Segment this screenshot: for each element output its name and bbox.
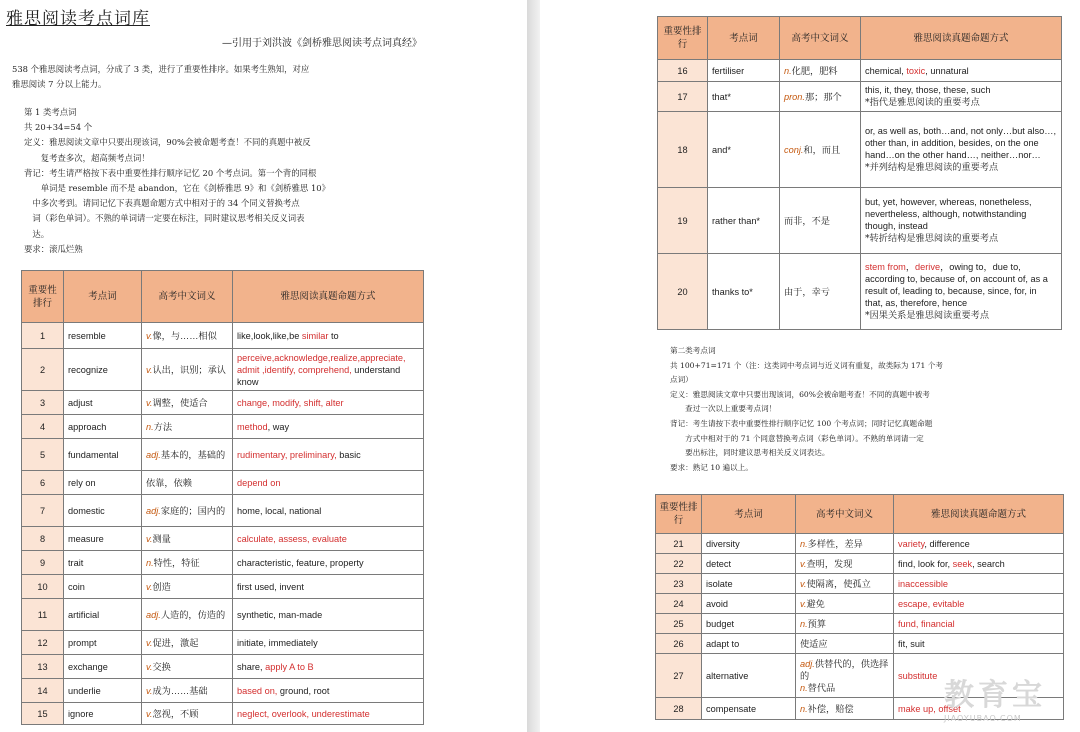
part-of-speech: adj. <box>800 658 815 669</box>
paragraph-line: 复考查多次，超高频考点词！ <box>24 152 150 163</box>
paragraph-line: 定义：雅思阅读文章中只要出现该词，90%会被命题考查！不同的真题中被反 <box>24 137 311 148</box>
left-page <box>0 0 527 732</box>
table-row <box>658 60 1062 82</box>
meaning-text: 家庭的；国内的 <box>160 505 226 516</box>
rank-cell: 28 <box>656 698 702 720</box>
exam-phrase: calculate, assess, evaluate <box>237 533 347 544</box>
rank-cell: 21 <box>656 534 702 554</box>
meaning-text: 查明，发现 <box>806 558 853 569</box>
table-row <box>22 439 424 471</box>
exam-cell <box>861 254 1062 330</box>
word-cell: adapt to <box>702 634 796 654</box>
table-row <box>658 188 1062 254</box>
exam-phrase: method <box>237 421 268 432</box>
exam-phrase: depend on <box>237 477 281 488</box>
meaning-text: 认出，识别；承认 <box>152 364 226 375</box>
exam-phrase: basic <box>336 449 361 460</box>
part-of-speech: v. <box>800 578 807 589</box>
exam-phrase: neglect, overlook, underestimate <box>237 708 370 719</box>
word-cell: approach <box>64 415 142 439</box>
table-row <box>656 574 1064 594</box>
exam-phrase: this, it, they, those, these, such <box>865 85 991 95</box>
paragraph-line: 查过一次以上重要考点词！ <box>670 404 777 414</box>
rank-cell: 12 <box>22 631 64 655</box>
meaning-text: 而非，不是 <box>784 215 830 226</box>
table-row <box>656 614 1064 634</box>
part-of-speech: v. <box>146 533 153 544</box>
meaning-cell <box>142 527 233 551</box>
meaning-text: 人造的，仿造的 <box>160 609 226 620</box>
exam-cell <box>233 551 424 575</box>
exam-phrase: understand know <box>237 364 401 387</box>
exam-phrase: fit, suit <box>898 638 925 649</box>
part-of-speech: conj. <box>784 144 804 155</box>
doc-title: 雅思阅读考点词库 <box>6 9 150 29</box>
meaning-cell <box>142 575 233 599</box>
rank-cell: 25 <box>656 614 702 634</box>
rank-cell: 20 <box>658 254 708 330</box>
meaning-cell <box>796 554 894 574</box>
rank-cell: 22 <box>656 554 702 574</box>
table-row <box>22 655 424 679</box>
rank-cell: 18 <box>658 112 708 188</box>
paragraph-line: 词（彩色单词）。不熟的单词请一定要在标注，同时建议思考相关反义词表 <box>24 213 305 224</box>
table-row <box>22 631 424 655</box>
meaning-cell <box>142 679 233 703</box>
exam-cell <box>894 594 1064 614</box>
table-row <box>658 112 1062 188</box>
word-cell: rather than* <box>708 188 780 254</box>
word-cell: isolate <box>702 574 796 594</box>
table-row <box>22 415 424 439</box>
paragraph-line: 定义：雅思阅读文章中只要出现该词，60%会被命题考查！不同的真题中被考 <box>670 389 930 399</box>
rank-cell: 4 <box>22 415 64 439</box>
part-of-speech: v. <box>146 397 153 408</box>
exam-phrase: inaccessible <box>898 578 949 589</box>
exam-phrase: seek <box>952 558 973 569</box>
meaning-text: 补偿，赔偿 <box>807 703 854 714</box>
meaning-text: 创造 <box>152 581 171 592</box>
category-2-description <box>670 344 1070 475</box>
paragraph-line: 共 100+71=171 个（注：这类词中考点词与近义词有重复，故类际为 171 个考 <box>670 360 943 370</box>
paragraph-line: 第 1 类考点词 <box>24 107 77 117</box>
exam-phrase: ，owing to，due to, according to, because of, on account of, as a result of, leading to, because, since, for, in that, as, therefore, hence <box>865 262 1048 308</box>
paragraph-line: 单词是 resemble 而不是 abandon，它在《剑桥雅思 9》和《剑桥雅思 10》 <box>24 183 330 194</box>
exam-phrase: variety <box>898 538 925 549</box>
meaning-cell <box>142 471 233 495</box>
word-cell: exchange <box>64 655 142 679</box>
table-row <box>658 82 1062 112</box>
paragraph-line: 达。 <box>24 228 50 239</box>
exam-cell <box>233 679 424 703</box>
part-of-speech: pron. <box>784 91 805 102</box>
table-row <box>22 323 424 349</box>
exam-cell <box>894 534 1064 554</box>
word-cell: artificial <box>64 599 142 631</box>
exam-phrase: escape, evitable <box>898 598 965 609</box>
part-of-speech: n. <box>800 618 808 629</box>
table-row <box>22 391 424 415</box>
exam-phrase: rudimentary, preliminary, <box>237 449 337 460</box>
part-of-speech: v. <box>146 364 153 375</box>
word-cell: alternative <box>702 654 796 698</box>
exam-cell <box>233 439 424 471</box>
word-cell: thanks to* <box>708 254 780 330</box>
header-word: 考点词 <box>702 495 796 534</box>
meaning-cell <box>142 551 233 575</box>
paragraph-line: 背记：考生请严格按下表中重要性排行顺序记忆 20 个考点词。第一个背的同根 <box>24 167 317 178</box>
exam-cell <box>894 634 1064 654</box>
rank-cell: 24 <box>656 594 702 614</box>
word-cell: rely on <box>64 471 142 495</box>
meaning-text: 测量 <box>152 533 171 544</box>
exam-phrase: *指代是雅思阅读的重要考点 <box>865 97 980 108</box>
doc-subtitle: —引用于刘洪波《剑桥雅思阅读考点词真经》 <box>222 38 422 49</box>
meaning-text: 像，与……相似 <box>152 330 217 341</box>
exam-phrase: toxic <box>906 65 926 76</box>
part-of-speech: v. <box>800 598 807 609</box>
rank-cell: 16 <box>658 60 708 82</box>
word-cell: ignore <box>64 703 142 725</box>
exam-cell <box>233 391 424 415</box>
meaning-cell <box>796 698 894 720</box>
word-cell: compensate <box>702 698 796 720</box>
word-cell: fundamental <box>64 439 142 471</box>
word-cell: coin <box>64 575 142 599</box>
meaning-cell <box>780 60 861 82</box>
exam-cell <box>233 495 424 527</box>
rank-cell: 15 <box>22 703 64 725</box>
part-of-speech: n. <box>800 703 808 714</box>
exam-phrase: chemical, <box>865 65 907 76</box>
exam-cell <box>233 599 424 631</box>
meaning-text: 使适应 <box>800 638 828 649</box>
meaning-text: 多样性，差异 <box>807 538 863 549</box>
exam-cell <box>233 415 424 439</box>
meaning-cell <box>142 703 233 725</box>
meaning-text: 基本的，基础的 <box>160 449 226 460</box>
meaning-cell <box>796 654 894 698</box>
watermark-text: 教育宝 <box>944 678 1046 713</box>
exam-cell <box>861 60 1062 82</box>
exam-phrase: ， <box>905 262 916 272</box>
meaning-text: 忽视，不顾 <box>152 708 199 719</box>
part-of-speech: v. <box>800 558 807 569</box>
table-row <box>656 634 1064 654</box>
word-cell: and* <box>708 112 780 188</box>
part-of-speech: v. <box>146 708 153 719</box>
paragraph-line: 雅思阅读 7 分以上能力。 <box>12 79 107 89</box>
rank-cell: 8 <box>22 527 64 551</box>
word-cell: resemble <box>64 323 142 349</box>
meaning-cell <box>142 323 233 349</box>
paragraph-line: 共 20+34=54 个 <box>24 122 93 133</box>
meaning-cell <box>142 599 233 631</box>
right-page <box>540 0 1080 732</box>
paragraph-line: 方式中相对于的 71 个同意替换考点词（彩色单词）。不熟的单词请一定 <box>670 433 924 443</box>
exam-phrase: first used, invent <box>237 581 304 592</box>
paragraph-line: 点词） <box>670 375 693 385</box>
table-row <box>22 527 424 551</box>
rank-cell: 5 <box>22 439 64 471</box>
exam-phrase: stem from <box>865 262 906 272</box>
exam-phrase: share, <box>237 661 266 672</box>
exam-cell <box>894 574 1064 594</box>
exam-phrase: find, look for, <box>898 558 953 569</box>
rank-cell: 2 <box>22 349 64 391</box>
exam-phrase: or, as well as, both…and, not only…but also…, other than, in addition, besides, on the one hand…on the other hand…, neither…nor… <box>865 126 1056 160</box>
page-gutter <box>527 0 540 732</box>
meaning-text: 预算 <box>807 618 827 629</box>
meaning-text: 成为……基础 <box>152 685 208 696</box>
word-cell: detect <box>702 554 796 574</box>
meaning-cell <box>142 391 233 415</box>
meaning-text: 替代品 <box>807 682 836 693</box>
exam-cell <box>861 188 1062 254</box>
part-of-speech: n. <box>800 538 808 549</box>
header-exam: 雅思阅读真题命题方式 <box>861 17 1062 60</box>
category-1-description <box>24 105 519 257</box>
exam-phrase: initiate, immediately <box>237 637 318 648</box>
exam-phrase: to <box>328 330 339 341</box>
meaning-text: 使隔离，使孤立 <box>806 578 871 589</box>
paragraph-line: 第二类考点词 <box>670 346 716 355</box>
watermark-logo <box>944 670 1064 723</box>
paragraph-line: 要求：滚瓜烂熟 <box>24 243 83 254</box>
meaning-text: 促进，激起 <box>152 637 199 648</box>
meaning-cell <box>142 439 233 471</box>
meaning-cell <box>796 574 894 594</box>
rank-cell: 6 <box>22 471 64 495</box>
rank-cell: 23 <box>656 574 702 594</box>
part-of-speech: v. <box>146 661 153 672</box>
meaning-cell <box>780 188 861 254</box>
table-row <box>22 471 424 495</box>
exam-cell <box>894 614 1064 634</box>
exam-phrase: fund, financial <box>898 618 955 629</box>
exam-cell <box>861 112 1062 188</box>
part-of-speech: n. <box>146 557 154 568</box>
exam-phrase: perceive,acknowledge,realize,appreciate, admit ,identify, comprehend, <box>237 352 406 375</box>
exam-cell <box>233 349 424 391</box>
rank-cell: 3 <box>22 391 64 415</box>
meaning-cell <box>142 655 233 679</box>
table-row <box>658 254 1062 330</box>
meaning-text: 特性，特征 <box>153 557 200 568</box>
word-cell: prompt <box>64 631 142 655</box>
part-of-speech: adj. <box>146 449 161 460</box>
exam-cell <box>233 631 424 655</box>
meaning-cell <box>142 415 233 439</box>
table-row <box>22 575 424 599</box>
header-rank: 重要性排行 <box>656 495 702 534</box>
meaning-text: 交换 <box>152 661 171 672</box>
vocab-table-1 <box>21 270 424 725</box>
part-of-speech: v. <box>146 637 153 648</box>
header-word: 考点词 <box>64 271 142 323</box>
meaning-text: 方法 <box>153 421 173 432</box>
part-of-speech: adj. <box>146 505 161 516</box>
header-meaning: 高考中文词义 <box>796 495 894 534</box>
word-cell: diversity <box>702 534 796 554</box>
table-row <box>22 349 424 391</box>
rank-cell: 27 <box>656 654 702 698</box>
table-row <box>22 495 424 527</box>
rank-cell: 26 <box>656 634 702 654</box>
meaning-text: 由于，幸亏 <box>784 286 830 297</box>
exam-cell <box>894 554 1064 574</box>
header-meaning: 高考中文词义 <box>780 17 861 60</box>
header-word: 考点词 <box>708 17 780 60</box>
exam-phrase: ground, root <box>277 685 330 696</box>
word-cell: domestic <box>64 495 142 527</box>
table-row <box>656 554 1064 574</box>
meaning-cell <box>796 614 894 634</box>
meaning-text: 供替代的，供选择的 <box>800 658 889 681</box>
meaning-cell <box>780 254 861 330</box>
part-of-speech: n. <box>784 65 792 76</box>
meaning-cell <box>796 634 894 654</box>
rank-cell: 11 <box>22 599 64 631</box>
exam-phrase: , difference <box>924 538 970 549</box>
exam-cell <box>233 655 424 679</box>
table-row <box>22 599 424 631</box>
meaning-cell <box>780 112 861 188</box>
part-of-speech: v. <box>146 330 153 341</box>
exam-phrase: , search <box>972 558 1005 569</box>
table-row <box>656 594 1064 614</box>
exam-phrase: change, modify, shift, alter <box>237 397 344 408</box>
table-row <box>22 679 424 703</box>
meaning-cell <box>780 82 861 112</box>
rank-cell: 14 <box>22 679 64 703</box>
exam-phrase: , unnatural <box>925 65 969 76</box>
paragraph-line: 中多次考到。请同记忆下表真题命题方式中相对于的 34 个同义替换考点 <box>24 198 300 209</box>
word-cell: trait <box>64 551 142 575</box>
paragraph-line: 要求：熟记 10 遍以上。 <box>670 462 753 472</box>
header-exam: 雅思阅读真题命题方式 <box>233 271 424 323</box>
exam-phrase: *并列结构是雅思阅读的重要考点 <box>865 162 999 173</box>
word-cell: that* <box>708 82 780 112</box>
meaning-text: 避免 <box>806 598 825 609</box>
word-cell: adjust <box>64 391 142 415</box>
paragraph-line: 背记：考生请按下表中重要性排行顺序记忆 100 个考点词；同时记忆真题命题 <box>670 418 933 428</box>
exam-phrase: but, yet, however, whereas, nonetheless, nevertheless, although, notwithstanding though, instead <box>865 197 1032 231</box>
meaning-cell <box>142 495 233 527</box>
rank-cell: 17 <box>658 82 708 112</box>
meaning-text: 依靠，依赖 <box>146 477 192 488</box>
part-of-speech: n. <box>800 682 808 693</box>
part-of-speech: adj. <box>146 609 161 620</box>
rank-cell: 1 <box>22 323 64 349</box>
exam-phrase: synthetic, man-made <box>237 609 323 620</box>
word-cell: fertiliser <box>708 60 780 82</box>
exam-phrase: *因果关系是雅思阅读重要考点 <box>865 310 990 321</box>
watermark-url: JIAOYUBAO.COM <box>944 714 1022 723</box>
header-exam: 雅思阅读真题命题方式 <box>894 495 1064 534</box>
header-rank: 重要性排行 <box>658 17 708 60</box>
rank-cell: 13 <box>22 655 64 679</box>
word-cell: measure <box>64 527 142 551</box>
exam-cell <box>861 82 1062 112</box>
intro-paragraph <box>12 62 517 92</box>
exam-phrase: substitute <box>898 670 938 681</box>
header-meaning: 高考中文词义 <box>142 271 233 323</box>
rank-cell: 10 <box>22 575 64 599</box>
word-cell: underlie <box>64 679 142 703</box>
exam-phrase: , way <box>267 421 290 432</box>
rank-cell: 19 <box>658 188 708 254</box>
exam-cell <box>233 575 424 599</box>
exam-phrase: derive <box>915 262 941 272</box>
exam-cell <box>233 323 424 349</box>
exam-phrase: like,look,like,be <box>237 330 302 341</box>
exam-phrase: characteristic, feature, property <box>237 557 364 568</box>
table-row <box>22 703 424 725</box>
meaning-cell <box>142 349 233 391</box>
table-row <box>22 551 424 575</box>
exam-phrase: apply A to B <box>265 661 314 672</box>
exam-cell <box>233 527 424 551</box>
meaning-cell <box>796 594 894 614</box>
word-cell: avoid <box>702 594 796 614</box>
part-of-speech: v. <box>146 581 153 592</box>
header-rank: 重要性排行 <box>22 271 64 323</box>
word-cell: recognize <box>64 349 142 391</box>
word-cell: budget <box>702 614 796 634</box>
paragraph-line: 要出标注，同时建议思考相关反义词表达。 <box>670 448 830 458</box>
part-of-speech: n. <box>146 421 154 432</box>
rank-cell: 7 <box>22 495 64 527</box>
paragraph-line: 538 个雅思阅读考点词，分成了 3 类，进行了重要性排序。如果考生熟知，对应 <box>12 64 310 74</box>
exam-phrase: based on, <box>237 685 278 696</box>
part-of-speech: v. <box>146 685 153 696</box>
meaning-text: 调整，使适合 <box>152 397 208 408</box>
exam-phrase: similar <box>301 330 329 341</box>
meaning-cell <box>142 631 233 655</box>
exam-cell <box>233 471 424 495</box>
vocab-table-2 <box>657 16 1062 330</box>
exam-phrase: make up, offset <box>898 703 961 714</box>
meaning-cell <box>796 534 894 554</box>
rank-cell: 9 <box>22 551 64 575</box>
exam-phrase: *转折结构是雅思阅读的重要考点 <box>865 233 999 244</box>
meaning-text: 化肥，肥料 <box>791 65 838 76</box>
exam-cell <box>233 703 424 725</box>
exam-phrase: home, local, national <box>237 505 322 516</box>
meaning-text: 和，而且 <box>803 144 841 155</box>
table-row <box>656 534 1064 554</box>
meaning-text: 那；那个 <box>804 91 842 102</box>
